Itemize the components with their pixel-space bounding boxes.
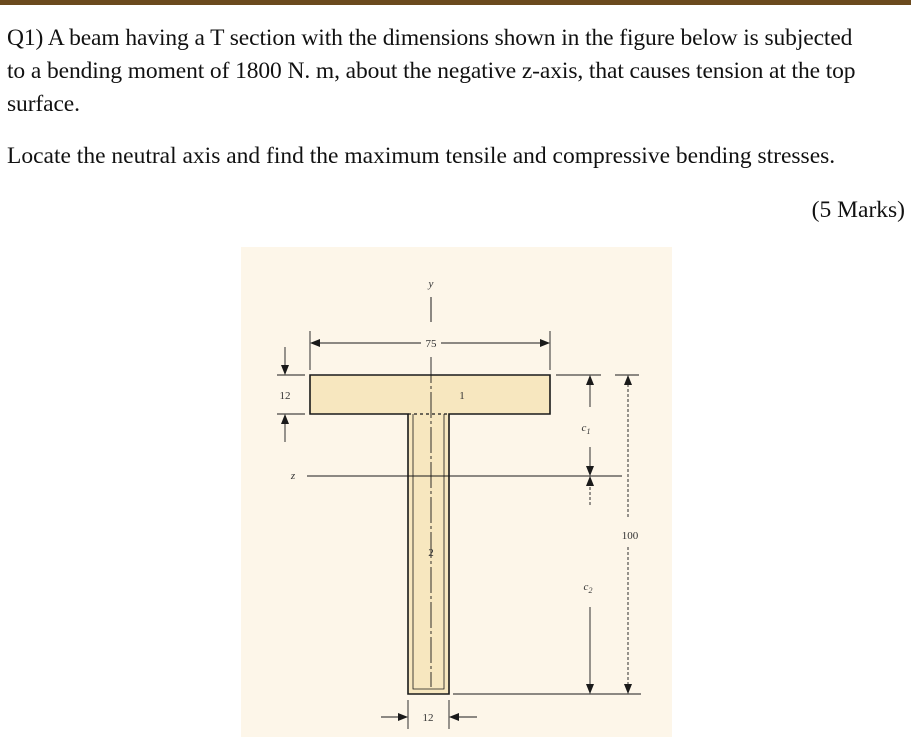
web-thickness-label: 12 [422,712,434,724]
part-1-label: 1 [459,390,465,402]
marks-label: (5 Marks) [811,197,905,223]
z-axis-label: z [290,470,296,482]
c1-label-sub: 1 [586,427,591,436]
question-text [7,22,907,121]
question-line-3: surface. [7,91,80,117]
question-line-2: to a bending moment of 1800 N. m, about the negative z-axis, that causes tension at the top [7,58,856,84]
t-section-figure [241,247,672,737]
c1-label [582,422,591,436]
part-2-label: 2 [428,547,434,559]
task-text: Locate the neutral axis and find the maximum tensile and compressive bending stresses. [7,143,836,169]
c1-label-main: c [581,422,587,434]
flange-width-label: 75 [425,338,437,350]
y-axis-label: y [428,278,434,290]
c2-label [584,581,593,595]
t-section-shape [310,375,550,694]
top-rule [0,0,911,5]
c2-label-sub: 2 [588,586,593,595]
t-section-diagram [241,247,672,737]
total-height-label: 100 [621,530,639,542]
c2-label-main: c [583,581,589,593]
flange-thickness-label: 12 [279,390,291,402]
question-line-1: Q1) A beam having a T section with the dimensions shown in the figure below is subjected [7,25,853,51]
